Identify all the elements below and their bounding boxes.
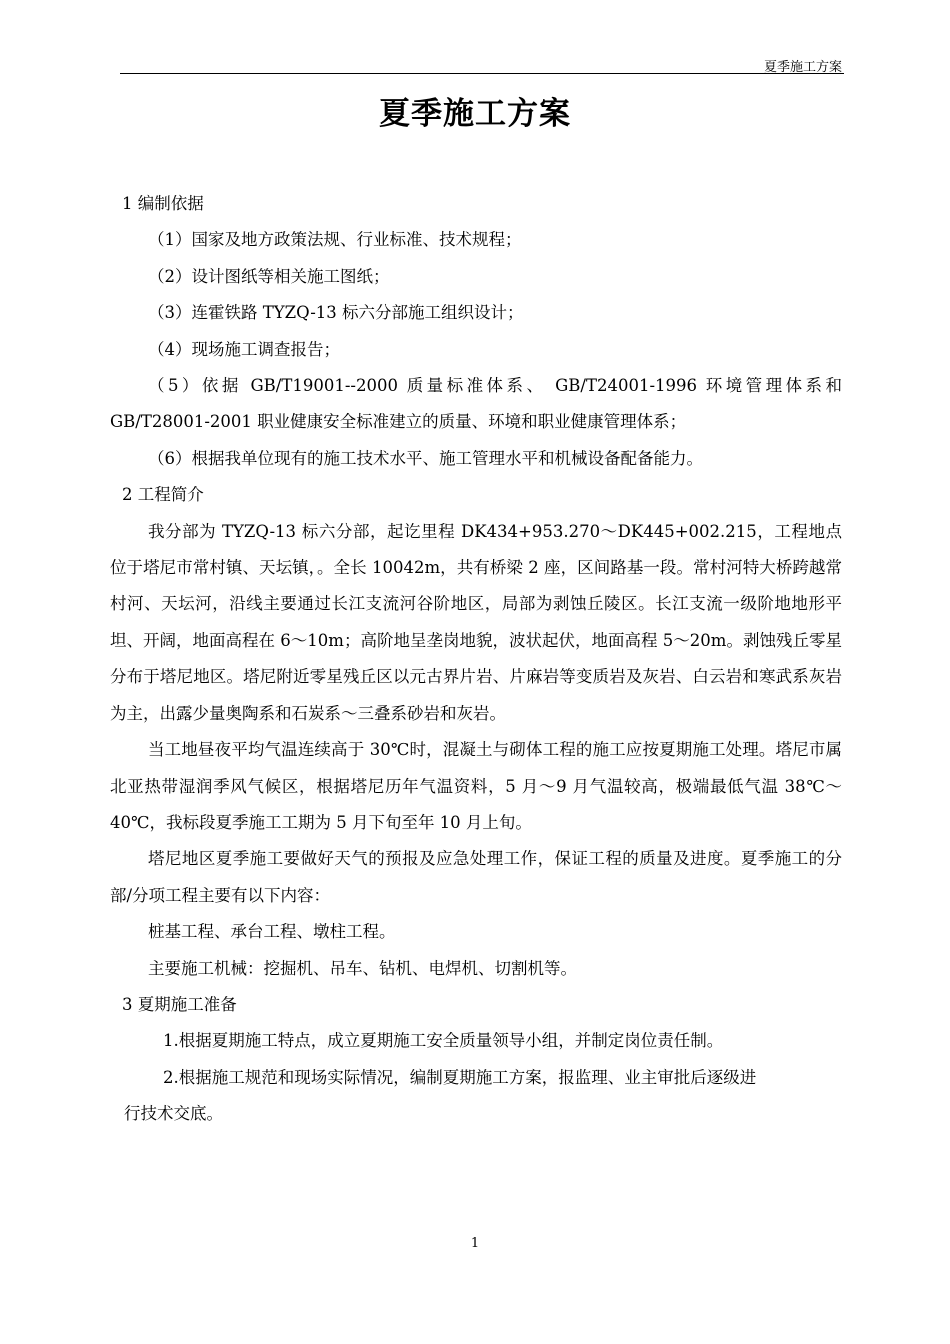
basis-item: （6）根据我单位现有的施工技术水平、施工管理水平和机械设备配备能力。 (148, 448, 703, 468)
overview-paragraph: 我分部为 TYZQ-13 标六分部，起讫里程 DK434+953.270～DK445+002.215，工程地点位于塔尼市常村镇、天坛镇，。全长 10042m，共有桥梁 2 座，区间路基一段。常村河特大桥跨越常村河、天坛河，沿线主要通过长江支流河谷阶地区，局部为剥蚀丘陵区。长江支流一级阶地地形平坦、开阔，地面高程在 6～10m；高阶地呈垄岗地貌，波状起伏，地面高程 5～20m。剥蚀残丘零星分布于塔尼地区。塔尼附近零星残丘区以元古界片岩、片麻岩等变质岩及灰岩、白云岩和寒武系灰岩为主，出露少量奥陶系和石炭系～三叠系砂岩和灰岩。 (110, 521, 842, 723)
section-2-heading: 2 工程简介 (122, 485, 204, 505)
scope-paragraph: 塔尼地区夏季施工要做好天气的预报及应急处理工作，保证工程的质量及进度。夏季施工的分部/分项工程主要有以下内容： (110, 849, 842, 905)
basis-item: （4）现场施工调查报告； (148, 339, 340, 359)
section-1-heading: 1 编制依据 (122, 194, 204, 213)
running-header: 夏季施工方案 (763, 60, 842, 75)
preparation-item: 2.根据施工规范和现场实际情况，编制夏期施工方案，报监理、业主审批后逐级进 (163, 1067, 757, 1087)
machinery-list: 主要施工机械：挖掘机、吊车、钻机、电焊机、切割机等。 (148, 958, 577, 978)
section-3-heading: 3 夏期施工准备 (122, 994, 237, 1014)
basis-item: （5）依据 GB/T19001--2000 质量标准体系、 GB/T24001-1996 环境管理体系和 GB/T28001-2001 职业健康安全标准建立的质量、环境和职业健康管理体系； (110, 376, 842, 432)
document-title: 夏季施工方案 (379, 96, 571, 132)
document-body (110, 186, 842, 1133)
basis-item: （2）设计图纸等相关施工图纸； (148, 266, 390, 286)
climate-paragraph: 当工地昼夜平均气温连续高于 30℃时，混凝土与砌体工程的施工应按夏期施工处理。塔尼市属北亚热带湿润季风气候区，根据塔尼历年气温资料，5 月～9 月气温较高，极端最低气温 38℃～40℃，我标段夏季施工工期为 5 月下旬至年 10 月上旬。 (110, 740, 842, 832)
page-number: 1 (470, 1236, 480, 1251)
header-rule (120, 73, 844, 74)
works-list: 桩基工程、承台工程、墩柱工程。 (148, 922, 396, 942)
preparation-item-continued: 行技术交底。 (124, 1104, 223, 1124)
basis-item: （3）连霍铁路 TYZQ-13 标六分部施工组织设计； (148, 303, 524, 323)
preparation-item: 1.根据夏期施工特点，成立夏期施工安全质量领导小组，并制定岗位责任制。 (163, 1031, 724, 1051)
basis-item: （1）国家及地方政策法规、行业标准、技术规程； (148, 230, 522, 250)
